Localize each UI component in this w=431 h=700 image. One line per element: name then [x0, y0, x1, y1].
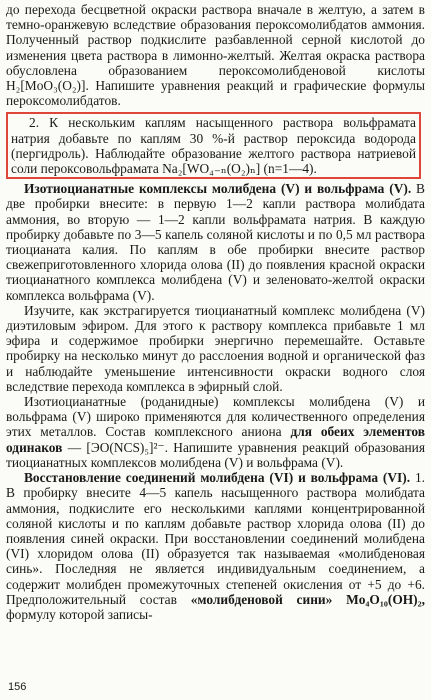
bold-phrase: для обеих элементов одинаков [6, 424, 426, 455]
paragraph-peroxomolybdate: до перехода бесцветной окраски раствора вначале в желтую, а затем в темно-оранжевую вследствие образования пероксомолибдатов аммония. Полученный раствор подкислите разбавленной серной кислотой до изменения цвета раствора в лимонно-желтый. Желтая окраска раствора обусловлена образованием пероксомолибденовой кислоты H₂[MoO₃(O₂)]. Напишите уравнения реакций и графические формулы пероксомолибдатов. [6, 2, 425, 109]
paragraph-text: 1. В пробирку внесите 4—5 капель насыщенного раствора молибдата аммония, подкислите его несколькими каплями концентрированной соляной кислоты и по каплям добавьте раствор хлорида олова (II) до появления синей окраски. При восстановлении соединений молибдена (VI) хлоридом олова (II) образуется так называемая «молибденовая синь». Последняя не является индивидуальным соединением, а содержит молибден промежуточных степеней окисления от +5 до +6. Предположительный состав [6, 470, 425, 607]
document-page [6, 2, 425, 622]
paragraph-rhodanide [6, 394, 425, 470]
paragraph-extraction: Изучите, как экстрагируется тиоцианатный комплекс молибдена (V) диэтиловым эфиром. Для этого к раствору комплекса прибавьте 1 мл эфира и содержимое пробирки энергично перемешайте. Оставьте пробирку на несколько минут до расслоения водной и органической фаз и наблюдайте уменьшение интенсивности окраски водного слоя вследствие перехода комплекса в эфирный слой. [6, 302, 425, 394]
bold-phrase: «молибденовой сини» Mo₄O₁₀(OH)₂, [176, 591, 425, 607]
section-heading-isothiocyanate: Изотиоцианатные комплексы молибдена (V) и вольфрама (V). [24, 181, 412, 197]
paragraph-reduction [6, 470, 425, 622]
paragraph-peroxotungstate: 2. К нескольким каплям насыщенного раствора вольфрамата натрия добавьте по каплям 30 %-й раствор пероксида водорода (пергидроль). Наблюдайте образование желтого раствора натриевой соли пероксовольфрамата Na₂[WO₄₋ₙ(O₂)ₙ] (n=1—4). [11, 115, 416, 177]
paragraph-isothiocyanate [6, 181, 425, 303]
page-number: 156 [8, 681, 27, 693]
paragraph-text: формулу которой записы- [6, 606, 153, 622]
section-heading-reduction: Восстановление соединений молибдена (VI) и вольфрама (VI). [24, 470, 411, 486]
highlighted-paragraph-box [6, 112, 421, 179]
paragraph-text: — [ЭO(NCS)₅]²⁻. Напишите уравнения реакций образования тиоцианатных комплексов молибдена (V) и вольфрама (V). [6, 439, 425, 470]
paragraph-text: В две пробирки внесите: в первую 1—2 капли раствора молибдата аммония, во вторую — 1—2 капли вольфрамата натрия. В каждую пробирку добавьте по 3—5 капель соляной кислоты и по 0,5 мл раствора тиоцианата калия. По каплям в обе пробирки внесите раствор свежеприготовленного хлорида олова (II) до появления красной окраски тиоцианатного комплекса молибдена (V) и зеленовато-желтой окраски комплекса вольфрама (V). [6, 181, 425, 303]
paragraph-text: Изотиоцианатные (роданидные) комплексы молибдена (V) и вольфрама (V) широко применяются для количественного определения этих металлов. Состав комплексного аниона [6, 394, 425, 440]
